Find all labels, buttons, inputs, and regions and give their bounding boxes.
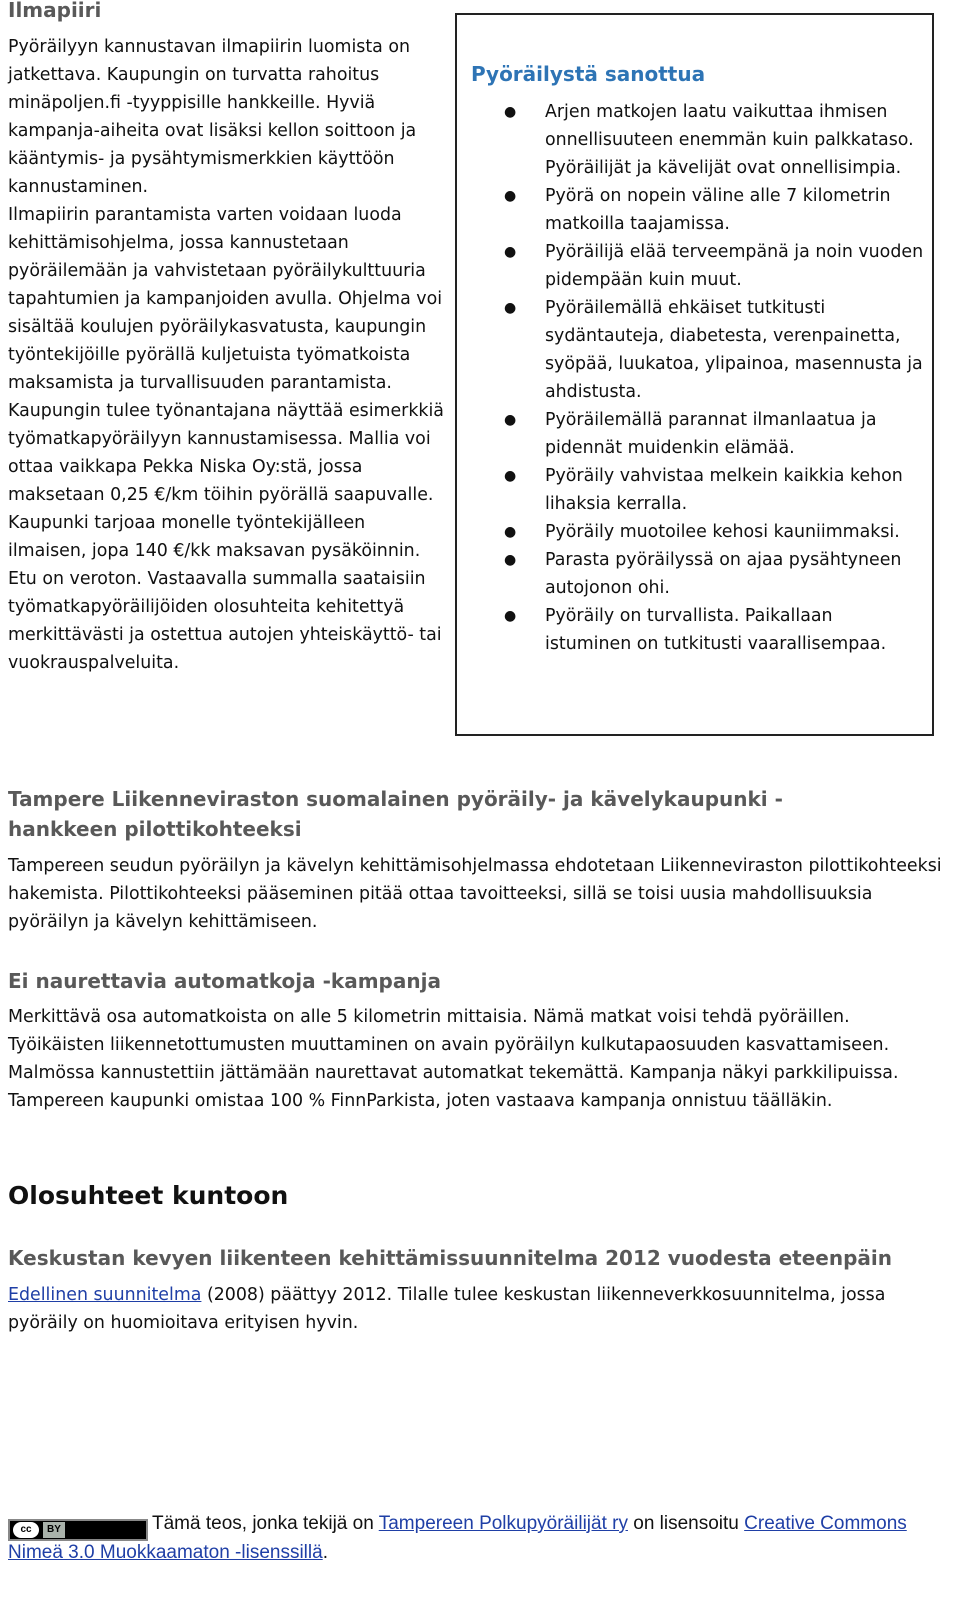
list-item — [457, 182, 932, 238]
bullet-icon: ● — [504, 300, 517, 316]
quote-text: Pyöräily muotoilee kehosi kauniimmaksi. — [545, 522, 900, 542]
quote-text: Pyörä on nopein väline alle 7 kilometrin matkoilla taajamissa. — [545, 186, 891, 234]
cc-logo-icon: cc — [13, 1522, 39, 1538]
ilmapiiri-body — [8, 33, 448, 677]
license-text: Tämä teos, jonka tekijä on — [152, 1513, 379, 1534]
list-item — [457, 602, 932, 658]
author-link[interactable]: Tampereen Polkupyöräilijät ry — [378, 1513, 628, 1534]
section-title-keskusta: Keskustan kevyen liikenteen kehittämissuunnitelma 2012 vuodesta eteenpäin — [8, 1246, 892, 1270]
list-item — [457, 294, 932, 406]
quotes-box — [455, 13, 934, 736]
section-title-tampere: Tampere Liikenneviraston suomalainen pyöräily- ja kävelykaupunki -hankkeen pilottikohteeksi — [8, 787, 783, 841]
list-item — [457, 406, 932, 462]
by-label: BY — [43, 1522, 65, 1538]
bullet-icon: ● — [504, 104, 517, 120]
list-item — [457, 546, 932, 602]
license-text: . — [322, 1542, 328, 1563]
bullet-icon: ● — [504, 188, 517, 204]
bullet-icon: ● — [504, 244, 517, 260]
quotes-list — [457, 98, 932, 658]
list-item — [457, 98, 932, 182]
section-title-kampanja: Ei naurettavia automatkoja -kampanja — [8, 969, 441, 993]
list-item — [457, 462, 932, 518]
ilmapiiri-paragraph: Pyöräilyyn kannustavan ilmapiirin luomista on jatkettava. Kaupungin on turvatta rahoitus minäpoljen.fi -tyyppisille hankkeille. Hyviä kampanja-aiheita ovat lisäksi kellon soittoon ja kääntymis- ja pysähtymismerkkien käyttöön kannustaminen. — [8, 37, 417, 197]
quote-text: Pyöräilijä elää terveempänä ja noin vuoden pidempään kuin muut. — [545, 242, 924, 290]
bullet-icon: ● — [504, 468, 517, 484]
bullet-icon: ● — [504, 552, 517, 568]
cc-by-badge-icon[interactable] — [8, 1519, 148, 1541]
quote-text: Arjen matkojen laatu vaikuttaa ihmisen onnellisuuteen enemmän kuin palkkataso. Pyöräilijät ja kävelijät ovat onnellisimpia. — [545, 102, 914, 178]
quote-text: Pyöräily on turvallista. Paikallaan istuminen on tutkitusti vaarallisempaa. — [545, 606, 887, 654]
quote-text: Pyöräily vahvistaa melkein kaikkia kehon lihaksia kerralla. — [545, 466, 903, 514]
tampere-body: Tampereen seudun pyöräilyn ja kävelyn kehittämisohjelmassa ehdotetaan Liikenneviraston pilottikohteeksi hakemista. Pilottikohteeksi pääseminen pitää ottaa tavoitteeksi, sillä se toisi uusia mahdollisuuksia pyöräilyn ja kävelyn kehittämiseen. — [8, 856, 942, 932]
bullet-icon: ● — [504, 524, 517, 540]
section-title-ilmapiiri: Ilmapiiri — [8, 0, 102, 22]
ilmapiiri-paragraph: Ilmapiirin parantamista varten voidaan luoda kehittämisohjelma, jossa kannustetaan pyöräilemään ja vahvistetaan pyöräilykulttuuria tapahtumien ja kampanjoiden avulla. Ohjelma voi sisältää koulujen pyöräilykasvatusta, kaupungin työntekijöille pyörällä kuljetuista työmatkoista maksamista ja turvallisuuden parantamista. — [8, 205, 443, 393]
previous-plan-link[interactable]: Edellinen suunnitelma — [8, 1285, 202, 1305]
license-link[interactable]: Creative Commons Nimeä 3.0 Muokkaamaton -lisenssillä — [8, 1513, 907, 1563]
quote-text: Pyöräilemällä parannat ilmanlaatua ja pidennät muidenkin elämää. — [545, 410, 877, 458]
kampanja-body: Merkittävä osa automatkoista on alle 5 kilometrin mittaisia. Nämä matkat voisi tehdä pyöräillen. Työikäisten liikennetottumusten muuttaminen on avain pyöräilyn kulkutapaosuuden kasvattamiseen. Malmössa kannustettiin jättämään naurettavat automatkat tekemättä. Kampanja näkyi parkkilipuissa. Tampereen kaupunki omistaa 100 % FinnParkista, joten vastaava kampanja onnistuu täälläkin. — [8, 1007, 899, 1111]
keskusta-body — [8, 1281, 948, 1337]
quote-text: Parasta pyöräilyssä on ajaa pysähtyneen autojonon ohi. — [545, 550, 902, 598]
quotes-box-title: Pyöräilystä sanottua — [471, 62, 706, 86]
quote-text: Pyöräilemällä ehkäiset tutkitusti sydäntauteja, diabetesta, verenpainetta, syöpää, luukatoa, ylipainoa, masennusta ja ahdistusta. — [545, 298, 923, 402]
list-item — [457, 238, 932, 294]
license-footer — [8, 1512, 948, 1565]
list-item — [457, 518, 932, 546]
bullet-icon: ● — [504, 412, 517, 428]
section-title-olosuhteet: Olosuhteet kuntoon — [8, 1181, 289, 1210]
bullet-icon: ● — [504, 608, 517, 624]
license-text: on lisensoitu — [627, 1513, 745, 1534]
keskusta-body-text: (2008) päättyy 2012. Tilalle tulee keskustan liikenneverkkosuunnitelma, jossa pyöräily on huomioitava erityisen hyvin. — [8, 1285, 886, 1333]
ilmapiiri-paragraph: Kaupungin tulee työnantajana näyttää esimerkkiä työmatkapyöräilyyn kannustamisessa. Mallia voi ottaa vaikkapa Pekka Niska Oy:stä, jossa maksetaan 0,25 €/km töihin pyörällä saapuvalle. Kaupunki tarjoaa monelle työntekijälleen ilmaisen, jopa 140 €/kk maksavan pysäköinnin. Etu on veroton. Vastaavalla summalla saataisiin työmatkapyöräilijöiden olosuhteita kehitettyä merkittävästi ja ostettua autojen yhteiskäyttö- tai vuokrauspalveluita. — [8, 401, 444, 673]
